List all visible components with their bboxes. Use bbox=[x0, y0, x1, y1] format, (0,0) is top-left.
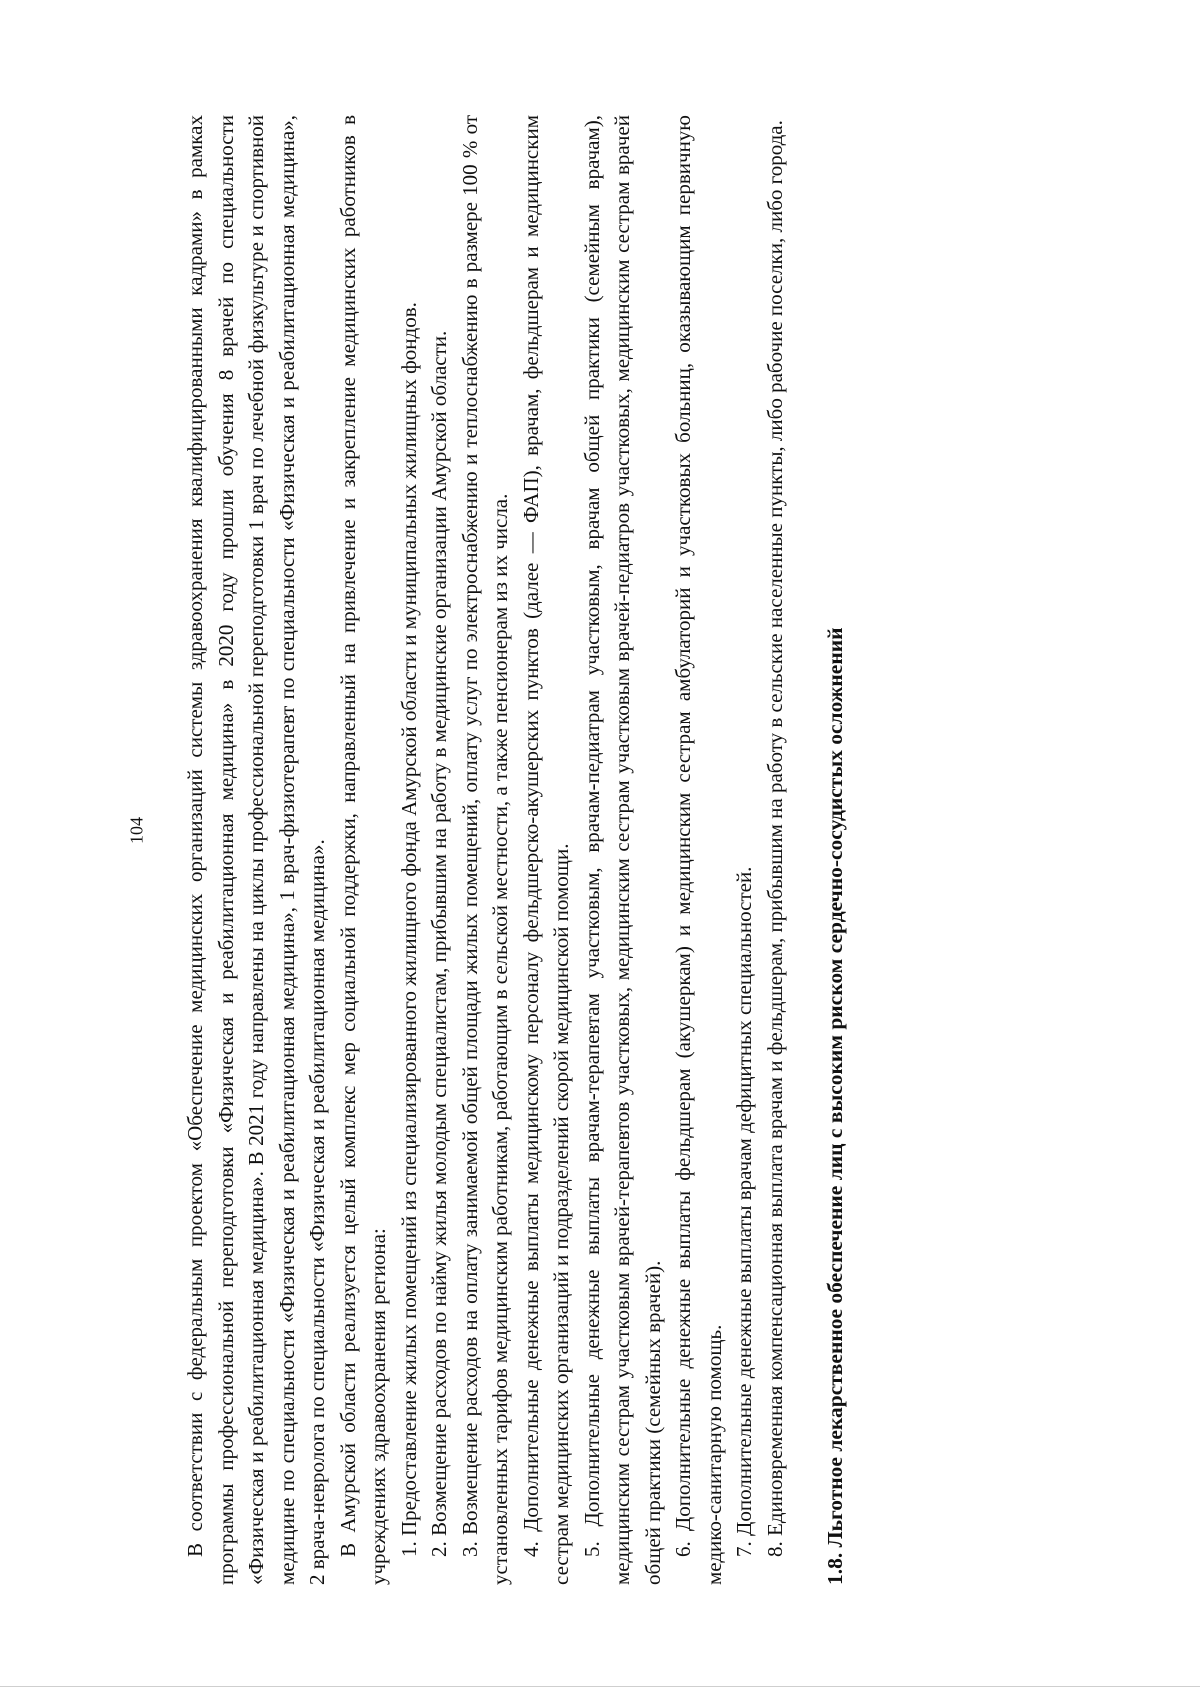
list-item-housing: 1. Предоставление жилых помещений из специализированного жилищного фонда Амурской области и муниципальных жилищных фондов. bbox=[396, 302, 421, 1557]
page-number: 104 bbox=[126, 817, 147, 844]
document-body bbox=[180, 115, 980, 1585]
list-item-fap-payments: 4. Дополнительные денежные выплаты медицинскому персоналу фельдшерско-акушерских пунктов (далее — ФАП), врачам, фельдшерам и медицинским сестрам медицинских организаций и подразделений скорой медицинской помощи. bbox=[518, 115, 573, 1585]
scan-edge-line bbox=[0, 1686, 1200, 1687]
paragraph-federal-project: В соответствии с федеральным проектом «Обеспечение медицинских организаций системы здравоохранения квалифицированными кадрами» в рамках программы профессиональной переподготовки «Физическая и реабилитационная медицина» в 2020 году прошли обучения 8 врачей по специальности «Физическая и реабилитационная медицина». В 2021 году направлены на циклы профессиональной переподготовки 1 врач по лечебной физкультуре и спортивной медицине по специальности «Физическая и реабилитационная медицина», 1 врач-физиотерапевт по специальности «Физическая и реабилитационная медицина», 2 врача-невролога по специальности «Физическая и реабилитационная медицина». bbox=[183, 115, 329, 1585]
section-heading: 1.8. Льготное лекарственное обеспечение лиц с высоким риском сердечно-сосудистых осложнений bbox=[823, 627, 847, 1585]
list-item-deficit-specialty-payments: 7. Дополнительные денежные выплаты врачам дефицитных специальностей. bbox=[732, 866, 756, 1557]
paragraph-support-measures-intro: В Амурской области реализуется целый комплекс мер социальной поддержки, направленный на привлечение и закрепление медицинских работников в учреждениях здравоохранения региона: bbox=[335, 115, 390, 1585]
list-item-rural-compensation: 8. Единовременная компенсационная выплата врачам и фельдшерам, прибывшим на работу в сельские населенные пункты, либо рабочие поселки, либо города. bbox=[762, 120, 787, 1557]
list-item-rent-compensation: 2. Возмещение расходов по найму жилья молодым специалистам, прибывшим на работу в медицинские организации Амурской области. bbox=[427, 330, 451, 1557]
list-item-utilities-compensation: 3. Возмещение расходов на оплату занимаемой общей площади жилых помещений, оплату услуг по электроснабжению и теплоснабжению в размере 100 % от установленных тарифов медицинским работникам, работающим в сельской местности, а также пенсионерам из их числа. bbox=[457, 115, 512, 1585]
list-item-paramedic-payments: 6. Дополнительные денежные выплаты фельдшерам (акушеркам) и медицинским сестрам амбулаторий и участковых больниц, оказывающим первичную медико-санитарную помощь. bbox=[671, 115, 726, 1585]
list-item-district-doctor-payments: 5. Дополнительные денежные выплаты врачам-терапевтам участковым, врачам-педиатрам участковым, врачам общей практики (семейным врачам), медицинским сестрам участковым врачей-терапевтов участковых, медицинским сестрам участковым врачей-педиатров участковых, медицинским сестрам врачей общей практики (семейных врачей). bbox=[579, 115, 665, 1585]
